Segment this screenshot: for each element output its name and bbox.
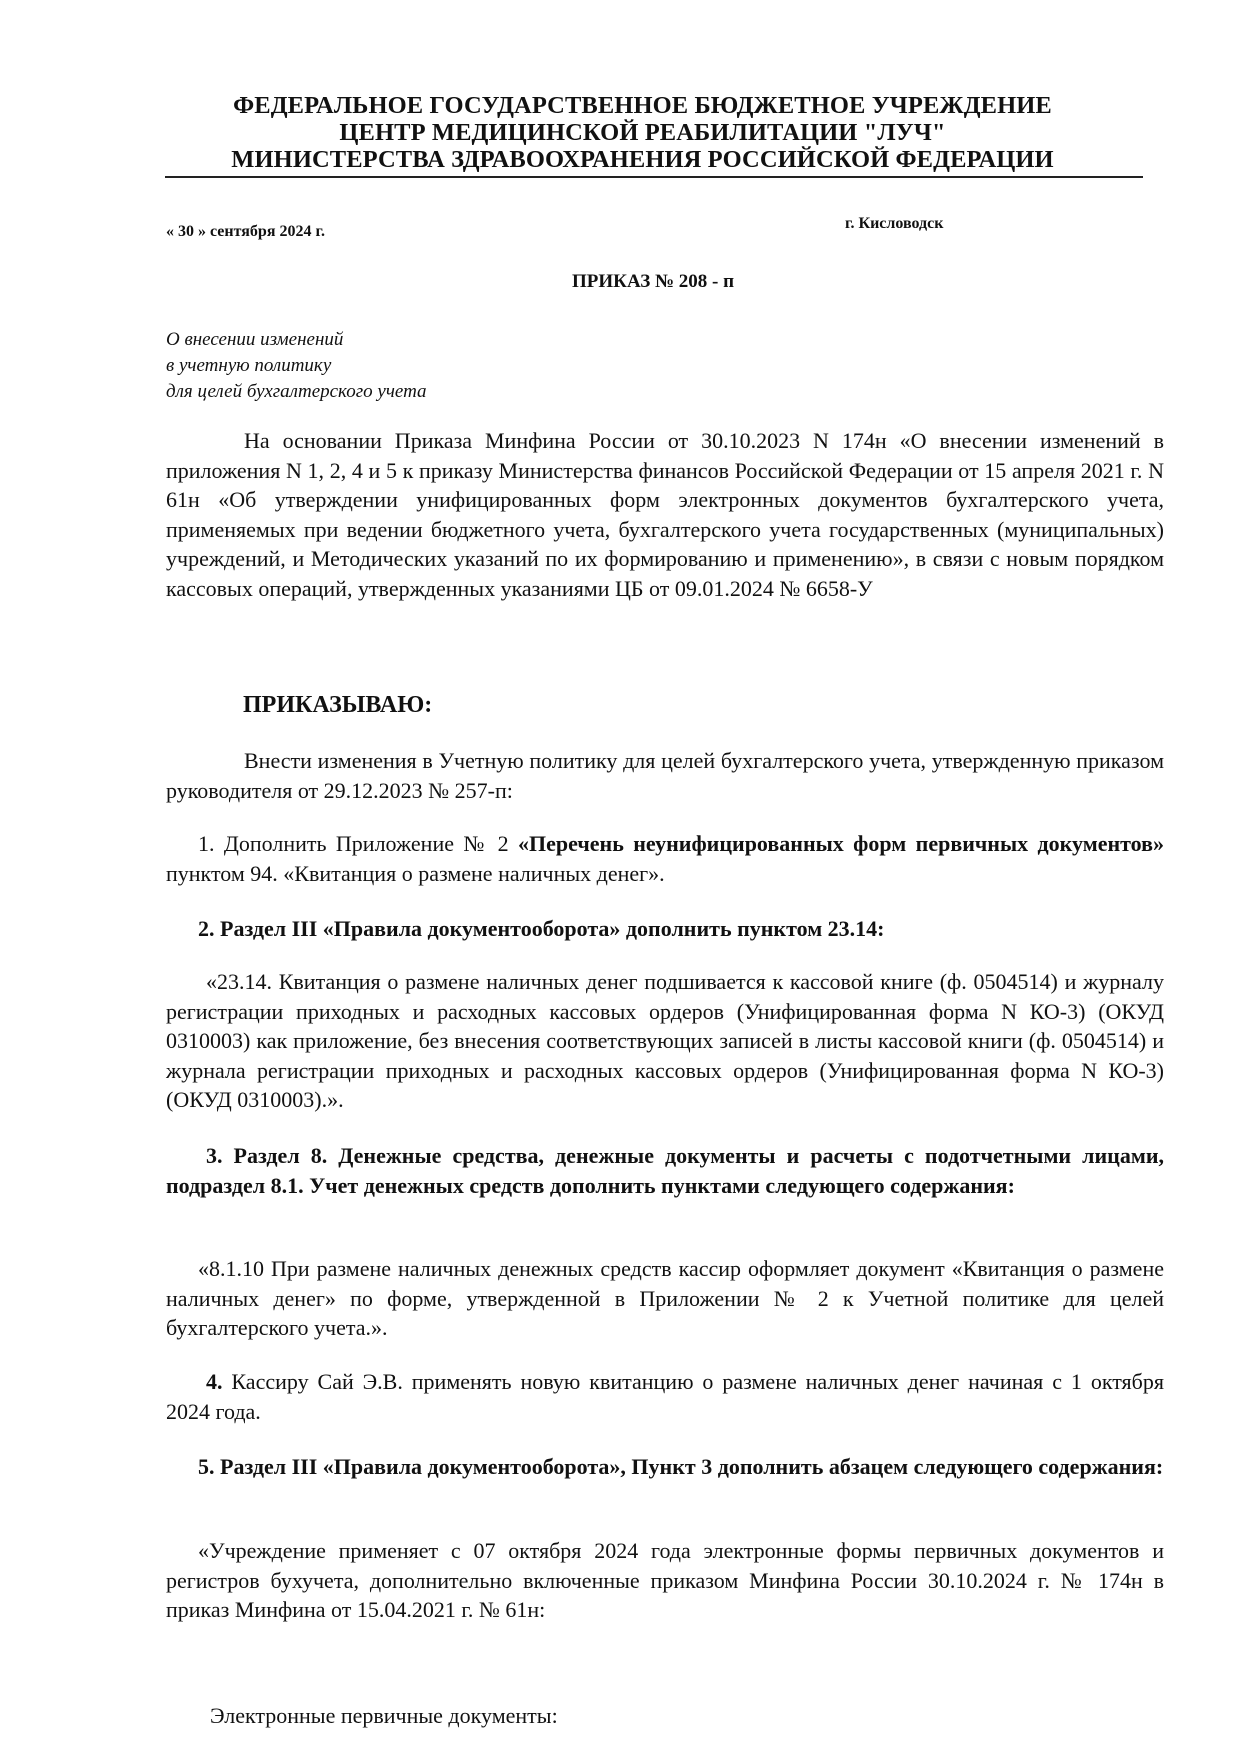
preamble-paragraph: На основании Приказа Минфина России от 30.10.2023 N 174н «О внесении изменений в приложения N 1, 2, 4 и 5 к приказу Министерства финансов Российской Федерации от 15 апреля 2021 г. N 61н «Об утверждении унифицированных форм электронных документов бухгалтерского учета, применяемых при ведении бюджетного учета, бухгалтерского учета государственных (муниципальных) учреждений, и Методических указаний по их формированию и применению», в связи с новым порядком кассовых операций, утвержденных указаниями ЦБ от 09.01.2024 № 6658-У	[166, 428, 1164, 601]
electronic-documents-heading: Электронные первичные документы:	[210, 1703, 558, 1728]
header-line-2: ЦЕНТР МЕДИЦИНСКОЙ РЕАБИЛИТАЦИИ "ЛУЧ"	[339, 119, 946, 146]
item-2-paragraph: «23.14. Квитанция о размене наличных денег подшивается к кассовой книге (ф. 0504514) и журналу регистрации приходных и расходных кассовых ордеров (Унифицированная форма N КО-3) (ОКУД 0310003) как приложение, без внесения соответствующих записей в листы кассовой книги (ф. 0504514) и журнала регистрации приходных и расходных кассовых ордеров (Унифицированная форма N КО-3) (ОКУД 0310003).».	[166, 969, 1164, 1112]
subject-line-2: в учетную политику	[166, 355, 332, 376]
subject-line-3: для целей бухгалтерского учета	[166, 381, 427, 402]
item-4-text: Кассиру Сай Э.В. применять новую квитанцию о размене наличных денег начиная с 1 октября 2024 года.	[166, 1369, 1164, 1424]
item-1-number: 1.	[198, 831, 215, 856]
item-5-heading: 5. Раздел III «Правила документооборота», Пункт 3 дополнить абзацем следующего содержания:	[198, 1454, 1164, 1479]
item-2-heading: 2. Раздел III «Правила документооборота» дополнить пунктом 23.14:	[198, 916, 885, 941]
document-city: г. Кисловодск	[845, 215, 944, 232]
item-3-heading: 3. Раздел 8. Денежные средства, денежные документы и расчеты с подотчетными лицами, подраздел 8.1. Учет денежных средств дополнить пунктами следующего содержания:	[166, 1143, 1164, 1198]
item-5-paragraph: «Учреждение применяет с 07 октября 2024 года электронные формы первичных документов и регистров бухучета, дополнительно включенные приказом Минфина России 30.10.2024 г. № 174н в приказ Минфина от 15.04.2021 г. № 61н:	[166, 1538, 1164, 1622]
order-heading: ПРИКАЗЫВАЮ:	[243, 692, 433, 718]
order-subject	[166, 327, 427, 405]
item-3-paragraph: «8.1.10 При размене наличных денежных средств кассир оформляет документ «Квитанция о размене наличных денег» по форме, утвержденной в Приложении № 2 к Учетной политике для целей бухгалтерского учета.».	[166, 1256, 1164, 1340]
header-line-1: ФЕДЕРАЛЬНОЕ ГОСУДАРСТВЕННОЕ БЮДЖЕТНОЕ УЧРЕЖДЕНИЕ	[233, 92, 1052, 119]
organization-header	[170, 92, 1115, 173]
header-divider	[165, 176, 1143, 178]
header-line-3: МИНИСТЕРСТВА ЗДРАВООХРАНЕНИЯ РОССИЙСКОЙ ФЕДЕРАЦИИ	[231, 146, 1054, 173]
document-date: « 30 » сентября 2024 г.	[166, 223, 325, 240]
item-1-paragraph	[166, 829, 1164, 888]
subject-line-1: О внесении изменений	[166, 329, 344, 350]
item-1-text-start: Дополнить Приложение № 2	[214, 831, 519, 856]
intro-paragraph: Внести изменения в Учетную политику для целей бухгалтерского учета, утвержденную приказом руководителя от 29.12.2023 № 257-п:	[166, 748, 1164, 803]
item-1-bold-title: «Перечень неунифицированных форм первичных документов»	[518, 831, 1165, 856]
item-4-number: 4.	[206, 1369, 223, 1394]
order-title: ПРИКАЗ № 208 - п	[572, 271, 735, 292]
item-1-text-end: пунктом 94. «Квитанция о размене наличных денег».	[166, 860, 665, 886]
item-4-paragraph	[166, 1367, 1164, 1426]
